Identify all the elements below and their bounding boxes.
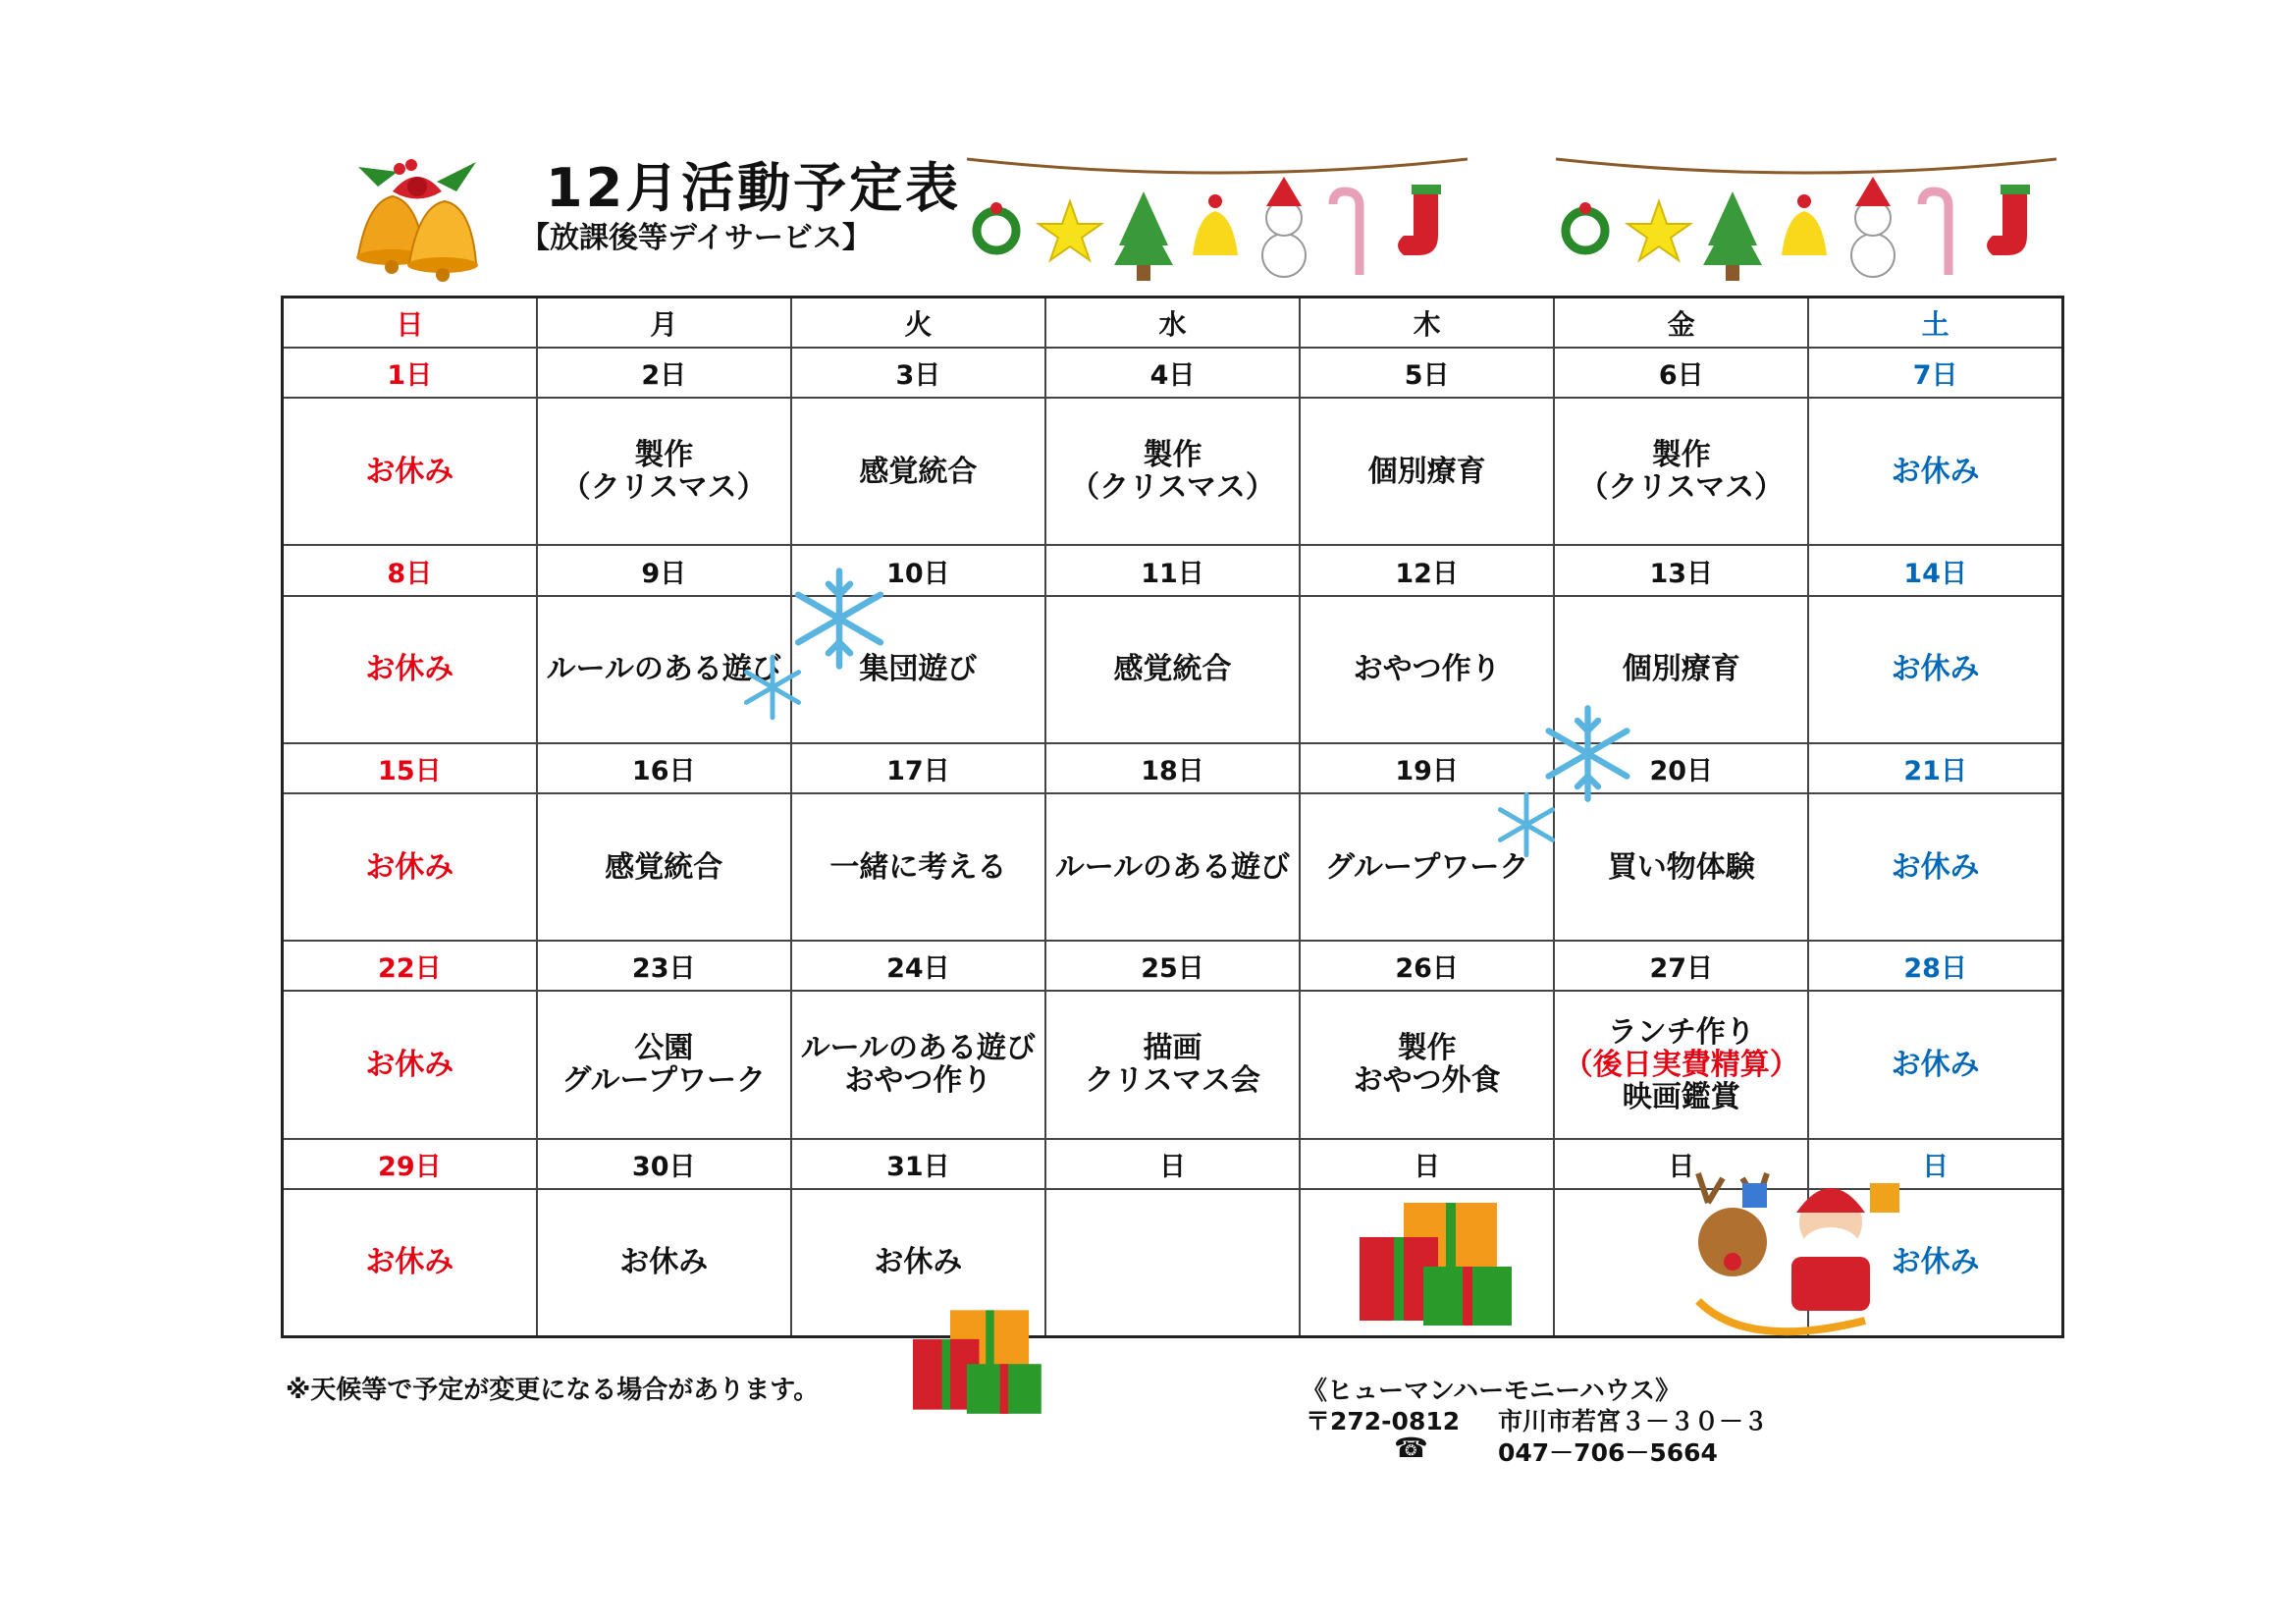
date-cell: 8日: [283, 545, 537, 595]
activity-text: ルールのある遊び: [1054, 849, 1291, 885]
activity-cell: [1045, 596, 1300, 743]
date-cell: 31日: [791, 1139, 1045, 1189]
date-cell: 5日: [1300, 348, 1554, 398]
date-cell: 28日: [1808, 941, 2062, 991]
date-cell: 10日: [791, 545, 1045, 595]
date-cell: 9日: [537, 545, 791, 595]
date-cell: 29日: [283, 1139, 537, 1189]
date-cell: 26日: [1300, 941, 1554, 991]
postal-code: 〒272-0812: [1306, 1407, 1461, 1435]
activity-text: おやつ作り: [844, 1063, 992, 1099]
christmas-garland-icon: [962, 147, 1472, 285]
weekday-header-cell: 水: [1045, 298, 1300, 349]
weekday-header-cell: 月: [537, 298, 791, 349]
date-cell: 23日: [537, 941, 791, 991]
activity-text: 製作: [1397, 1031, 1457, 1066]
activity-row: [283, 398, 2063, 545]
activity-text: 感覚統合: [1113, 652, 1232, 687]
activity-text: 集団遊び: [859, 652, 978, 687]
activity-calendar: [281, 296, 2064, 1338]
date-cell: 20日: [1554, 743, 1808, 793]
activity-cell: [1808, 1189, 2062, 1337]
date-cell: 13日: [1554, 545, 1808, 595]
activity-cell: [1045, 398, 1300, 545]
activity-text: 公園: [634, 1031, 694, 1066]
activity-cell: [283, 596, 537, 743]
weekday-header-cell: 金: [1554, 298, 1808, 349]
activity-cell: [537, 596, 791, 743]
activity-text: 個別療育: [1367, 454, 1486, 489]
date-row: [283, 941, 2063, 991]
date-cell: 11日: [1045, 545, 1300, 595]
date-cell: 27日: [1554, 941, 1808, 991]
activity-text: おやつ作り: [1353, 652, 1501, 687]
activity-text: 感覚統合: [859, 454, 978, 489]
activity-text: 一緒に考える: [829, 849, 1007, 885]
date-cell: 21日: [1808, 743, 2062, 793]
activity-cell: [1808, 596, 2062, 743]
christmas-bells-icon: [339, 147, 501, 285]
activity-cell: [791, 596, 1045, 743]
activity-cell: [1554, 793, 1808, 941]
activity-cell: [537, 1189, 791, 1337]
activity-text: お休み: [365, 849, 454, 885]
activity-text: 映画鑑賞: [1622, 1079, 1740, 1114]
activity-text: ランチ作り: [1607, 1014, 1755, 1050]
activity-text: （クリスマス）: [1578, 470, 1785, 506]
date-cell: 6日: [1554, 348, 1808, 398]
date-cell: 日: [1300, 1139, 1554, 1189]
activity-cell: [1554, 398, 1808, 545]
weekday-header-cell: 日: [283, 298, 537, 349]
activity-text: 製作: [634, 438, 694, 473]
activity-text: （クリスマス）: [1070, 470, 1275, 506]
activity-text: 製作: [1143, 438, 1202, 473]
weekday-header-cell: 火: [791, 298, 1045, 349]
date-cell: 14日: [1808, 545, 2062, 595]
date-cell: 30日: [537, 1139, 791, 1189]
activity-cell: [791, 1189, 1045, 1337]
date-cell: 日: [1045, 1139, 1300, 1189]
activity-cell: [537, 398, 791, 545]
calendar-body: [283, 298, 2063, 1337]
activity-cell: [1045, 793, 1300, 941]
date-cell: 日: [1808, 1139, 2062, 1189]
activity-cell: [1554, 596, 1808, 743]
date-cell: 25日: [1045, 941, 1300, 991]
activity-cell: [1300, 991, 1554, 1138]
activity-text: お休み: [365, 1047, 454, 1082]
date-cell: 12日: [1300, 545, 1554, 595]
activity-text: お休み: [1891, 454, 1980, 489]
activity-text: グループワーク: [561, 1063, 767, 1099]
activity-cell: [1300, 398, 1554, 545]
activity-cell: [283, 793, 537, 941]
activity-text: お休み: [1891, 849, 1980, 885]
christmas-garland-icon: [1551, 147, 2061, 285]
activity-cell: [537, 991, 791, 1138]
activity-text: 製作: [1651, 438, 1711, 473]
activity-text: お休み: [1891, 1047, 1980, 1082]
date-cell: 2日: [537, 348, 791, 398]
telephone-icon: ☎: [1394, 1432, 1428, 1464]
activity-cell: [283, 991, 537, 1138]
activity-text: （後日実費精算）: [1563, 1047, 1799, 1082]
address: 市川市若宮３－３０－３: [1498, 1407, 1769, 1435]
activity-cell: [1808, 991, 2062, 1138]
activity-text: （クリスマス）: [561, 470, 767, 506]
activity-cell: [1300, 596, 1554, 743]
activity-text: お休み: [874, 1245, 963, 1280]
activity-text: お休み: [365, 652, 454, 687]
date-cell: 15日: [283, 743, 537, 793]
date-cell: 日: [1554, 1139, 1808, 1189]
activity-text: お休み: [1891, 652, 1980, 687]
activity-cell: [1045, 991, 1300, 1138]
weekday-header-cell: 土: [1808, 298, 2062, 349]
date-cell: 17日: [791, 743, 1045, 793]
date-cell: 4日: [1045, 348, 1300, 398]
activity-cell: [283, 1189, 537, 1337]
activity-cell: [791, 398, 1045, 545]
activity-text: お休み: [619, 1245, 709, 1280]
date-cell: 24日: [791, 941, 1045, 991]
activity-cell: [791, 793, 1045, 941]
activity-text: 描画: [1143, 1031, 1202, 1066]
activity-text: グループワーク: [1324, 849, 1529, 885]
date-row: [283, 348, 2063, 398]
date-cell: 19日: [1300, 743, 1554, 793]
date-cell: 1日: [283, 348, 537, 398]
activity-cell: [1808, 398, 2062, 545]
activity-cell: [1554, 1189, 1808, 1337]
activity-text: お休み: [365, 1245, 454, 1280]
date-cell: 18日: [1045, 743, 1300, 793]
activity-cell: [1554, 991, 1808, 1138]
activity-cell: [1045, 1189, 1300, 1337]
activity-text: 個別療育: [1622, 652, 1740, 687]
weekday-header-row: [283, 298, 2063, 349]
activity-cell: [1300, 793, 1554, 941]
activity-text: 感覚統合: [605, 849, 723, 885]
activity-row: [283, 596, 2063, 743]
date-cell: 7日: [1808, 348, 2062, 398]
activity-row: [283, 1189, 2063, 1337]
activity-cell: [283, 398, 537, 545]
date-cell: 22日: [283, 941, 537, 991]
activity-cell: [791, 991, 1045, 1138]
page-subtitle: 【放課後等デイサービス】: [520, 221, 872, 255]
date-row: [283, 1139, 2063, 1189]
activity-text: クリスマス会: [1085, 1063, 1260, 1099]
activity-cell: [537, 793, 791, 941]
activity-row: [283, 793, 2063, 941]
activity-text: ルールのある遊び: [800, 1031, 1037, 1066]
facility-name: 《ヒューマンハーモニーハウス》: [1302, 1377, 1682, 1406]
schedule-change-note: ※天候等で予定が変更になる場合があります。: [286, 1376, 820, 1405]
activity-cell: [1300, 1189, 1554, 1337]
date-row: [283, 743, 2063, 793]
activity-text: 買い物体験: [1607, 849, 1755, 885]
activity-text: お休み: [1891, 1245, 1980, 1280]
date-cell: 16日: [537, 743, 791, 793]
activity-text: ルールのある遊び: [546, 652, 781, 687]
date-row: [283, 545, 2063, 595]
weekday-header-cell: 木: [1300, 298, 1554, 349]
activity-cell: [1808, 793, 2062, 941]
page-title: 12月活動予定表: [546, 157, 962, 219]
activity-text: お休み: [365, 454, 454, 489]
activity-row: [283, 991, 2063, 1138]
activity-text: おやつ外食: [1353, 1063, 1501, 1099]
date-cell: 3日: [791, 348, 1045, 398]
phone-number: 047－706－5664: [1498, 1438, 1718, 1467]
